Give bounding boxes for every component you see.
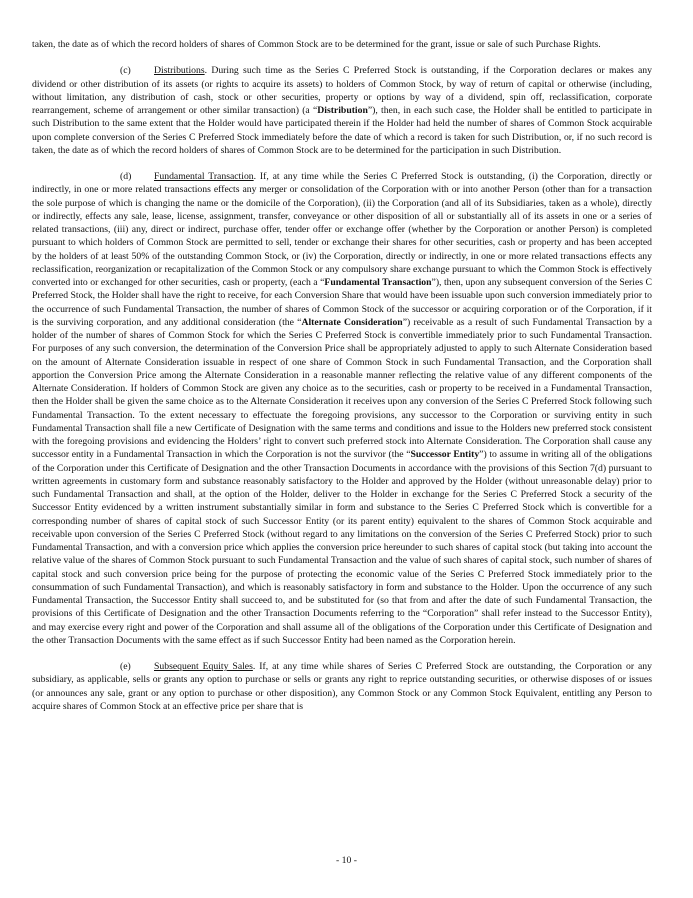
defined-term: Fundamental Transaction xyxy=(324,277,432,288)
page-number: - 10 - xyxy=(336,855,357,866)
section-c-distributions xyxy=(32,64,652,157)
section-label: (e) xyxy=(120,661,131,672)
section-text: ”) receivable as a result of such Fundamental Transaction by a holder of the number of shares of Common Stock for which the Series C Preferred Stock is convertible immediately prior to such Fundamental Transaction. For purposes of any such conversion, the determination of the Conversion Price shall be appropriately adjusted to apply to such Alternate Consideration based on the amount of Alternate Consideration issuable in respect of one share of Common Stock in such Fundamental Transaction, and the Corporation shall apportion the Conversion Price among the Alternate Consideration in a reasonable manner reflecting the relative value of any different components of the Alternate Consideration. If holders of Common Stock are given any choice as to the securities, cash or property to be received in a Fundamental Transaction, then the Holder shall be given the same choice as to the Alternate Consideration it receives upon any conversion of the Series C Preferred Stock following such Fundamental Transaction. To the extent necessary to effectuate the foregoing provisions, any successor to the Corporation or surviving entity in such Fundamental Transaction shall file a new Certificate of Designation with the same terms and conditions and issue to the Holders new preferred stock consistent with the foregoing provisions and evidencing the Holders’ right to convert such preferred stock into Alternate Consideration. The Corporation shall cause any successor entity in a Fundamental Transaction in which the Corporation is not the survivor (the “ xyxy=(32,316,652,461)
section-text: ”), then, in each such case, the Holder shall be entitled to participate in such Distribution to the same extent that the Holder would have participated therein if the Holder had held the number of shares of Common Stock acquirable upon complete conversion of the Series C Preferred Stock immediately before the date of which a record is taken for such Distribution, or, if no such record is taken, the date as of which the record holders of shares of Common Stock are to be determined for the participation in such Distribution. xyxy=(32,105,652,156)
section-text: . If, at any time while shares of Series C Preferred Stock are outstanding, the Corporation or any subsidiary, as applicable, sells or grants any option to purchase or sells or grants any right to reprice outstanding securities, or otherwise disposes of or issues (or announces any sale, grant or any option to purchase or other disposition), any Common Stock or any Common Stock Equivalent, entitling any Person to acquire shares of Common Stock at an effective price per share that is xyxy=(32,661,652,712)
defined-term: Successor Entity xyxy=(410,449,480,461)
paragraph-continuation xyxy=(32,38,652,51)
section-text: . During such time as the Series C Preferred Stock is outstanding, if the Corporation declares or makes any dividend or other distribution of its assets (or rights to acquire its assets) to holders of Common Stock, by way of return of capital or otherwise (including, without limitation, any distribution of cash, stock or other securities, property or options by way of a dividend, spin off, reclassification, corporate rearrangement, scheme of arrangement or other similar transaction) (a “ xyxy=(32,65,652,116)
section-label: (d) xyxy=(120,171,132,182)
document-page xyxy=(32,38,652,726)
defined-term: Alternate Consideration xyxy=(301,316,403,328)
section-e-subsequent-equity-sales xyxy=(32,660,652,713)
section-heading: Subsequent Equity Sales xyxy=(154,661,253,672)
section-text: . If, at any time while the Series C Preferred Stock is outstanding, (i) the Corporation, directly or indirectly, in one or more related transactions effects any merger or consolidation of the Corporation with or into another Person (other than for a transaction the sole purpose of which is changing the name or the domicile of the Corporation), (ii) the Corporation (and all of its Subsidiaries, taken as a whole), directly or indirectly, effects any sale, lease, license, assignment, transfer, conveyance or other disposition of all or substantially all of its assets in one or a series of related transactions, (iii) any, direct or indirect, purchase offer, tender offer or exchange offer (whether by the Corporation or another Person) is completed pursuant to which holders of Common Stock are permitted to sell, tender or exchange their shares for other securities, cash or property and has been accepted by the holders of at least 50% of the outstanding Common Stock, or (iv) the Corporation, directly or indirectly, in one or more related transactions effects any reclassification, reorganization or recapitalization of the Common Stock or any compulsory share exchange pursuant to which the Common Stock is effectively converted into or exchanged for other securities, cash or property, (each a “ xyxy=(32,171,652,288)
section-text: ”) to assume in writing all of the obligations of the Corporation under this Certificate of Designation and the other Transaction Documents in accordance with the provisions of this Section 7(d) pursuant to written agreements in customary form and substance reasonably satisfactory to the Holder and approved by the Holder (without unreasonable delay) prior to such Fundamental Transaction and shall, at the option of the Holder, deliver to the Holder in exchange for the Series C Preferred Stock a security of the Successor Entity evidenced by a written instrument substantially similar in form and substance to the Series C Preferred Stock which is convertible for a corresponding number of shares of capital stock of such Successor Entity (or its parent entity) equivalent to the shares of Common Stock acquirable and receivable upon conversion of the Series C Preferred Stock (without regard to any limitations on the conversion of the Series C Preferred Stock) prior to such Fundamental Transaction, and with a conversion price which applies the conversion price hereunder to such shares of capital stock (but taking into account the relative value of the shares of Common Stock pursuant to such Fundamental Transaction and the value of such shares of capital stock, such number of shares of capital stock and such conversion price being for the purpose of protecting the economic value of the Series C Preferred Stock immediately prior to the consummation of such Fundamental Transaction), and which is reasonably satisfactory in form and substance to the Holder. Upon the occurrence of any such Fundamental Transaction, the Successor Entity shall succeed to, and be substituted for (so that from and after the date of such Fundamental Transaction, the provisions of this Certificate of Designation and the other Transaction Documents referring to the “Corporation” shall refer instead to the Successor Entity), and may exercise every right and power of the Corporation and shall assume all of the obligations of the Corporation under this Certificate of Designation and the other Transaction Documents with the same effect as if such Successor Entity had been named as the Corporation herein. xyxy=(32,449,652,646)
section-heading: Distributions xyxy=(154,65,205,77)
section-text: ”), then, upon any subsequent conversion of the Series C Preferred Stock, the Holder shall have the right to receive, for each Conversion Share that would have been issuable upon such conversion immediately prior to the occurrence of such Fundamental Transaction, the number of shares of Common Stock of the successor or acquiring corporation or of the Corporation, if it is the surviving corporation, and any additional consideration (the “ xyxy=(32,277,653,328)
defined-term: Distribution xyxy=(317,105,368,116)
paragraph-text: taken, the date as of which the record holders of shares of Common Stock are to be determined for the grant, issue or sale of such Purchase Rights. xyxy=(32,39,601,50)
section-d-fundamental-transaction xyxy=(32,170,652,647)
section-heading: Fundamental Transaction xyxy=(154,171,254,182)
section-label: (c) xyxy=(120,65,131,77)
